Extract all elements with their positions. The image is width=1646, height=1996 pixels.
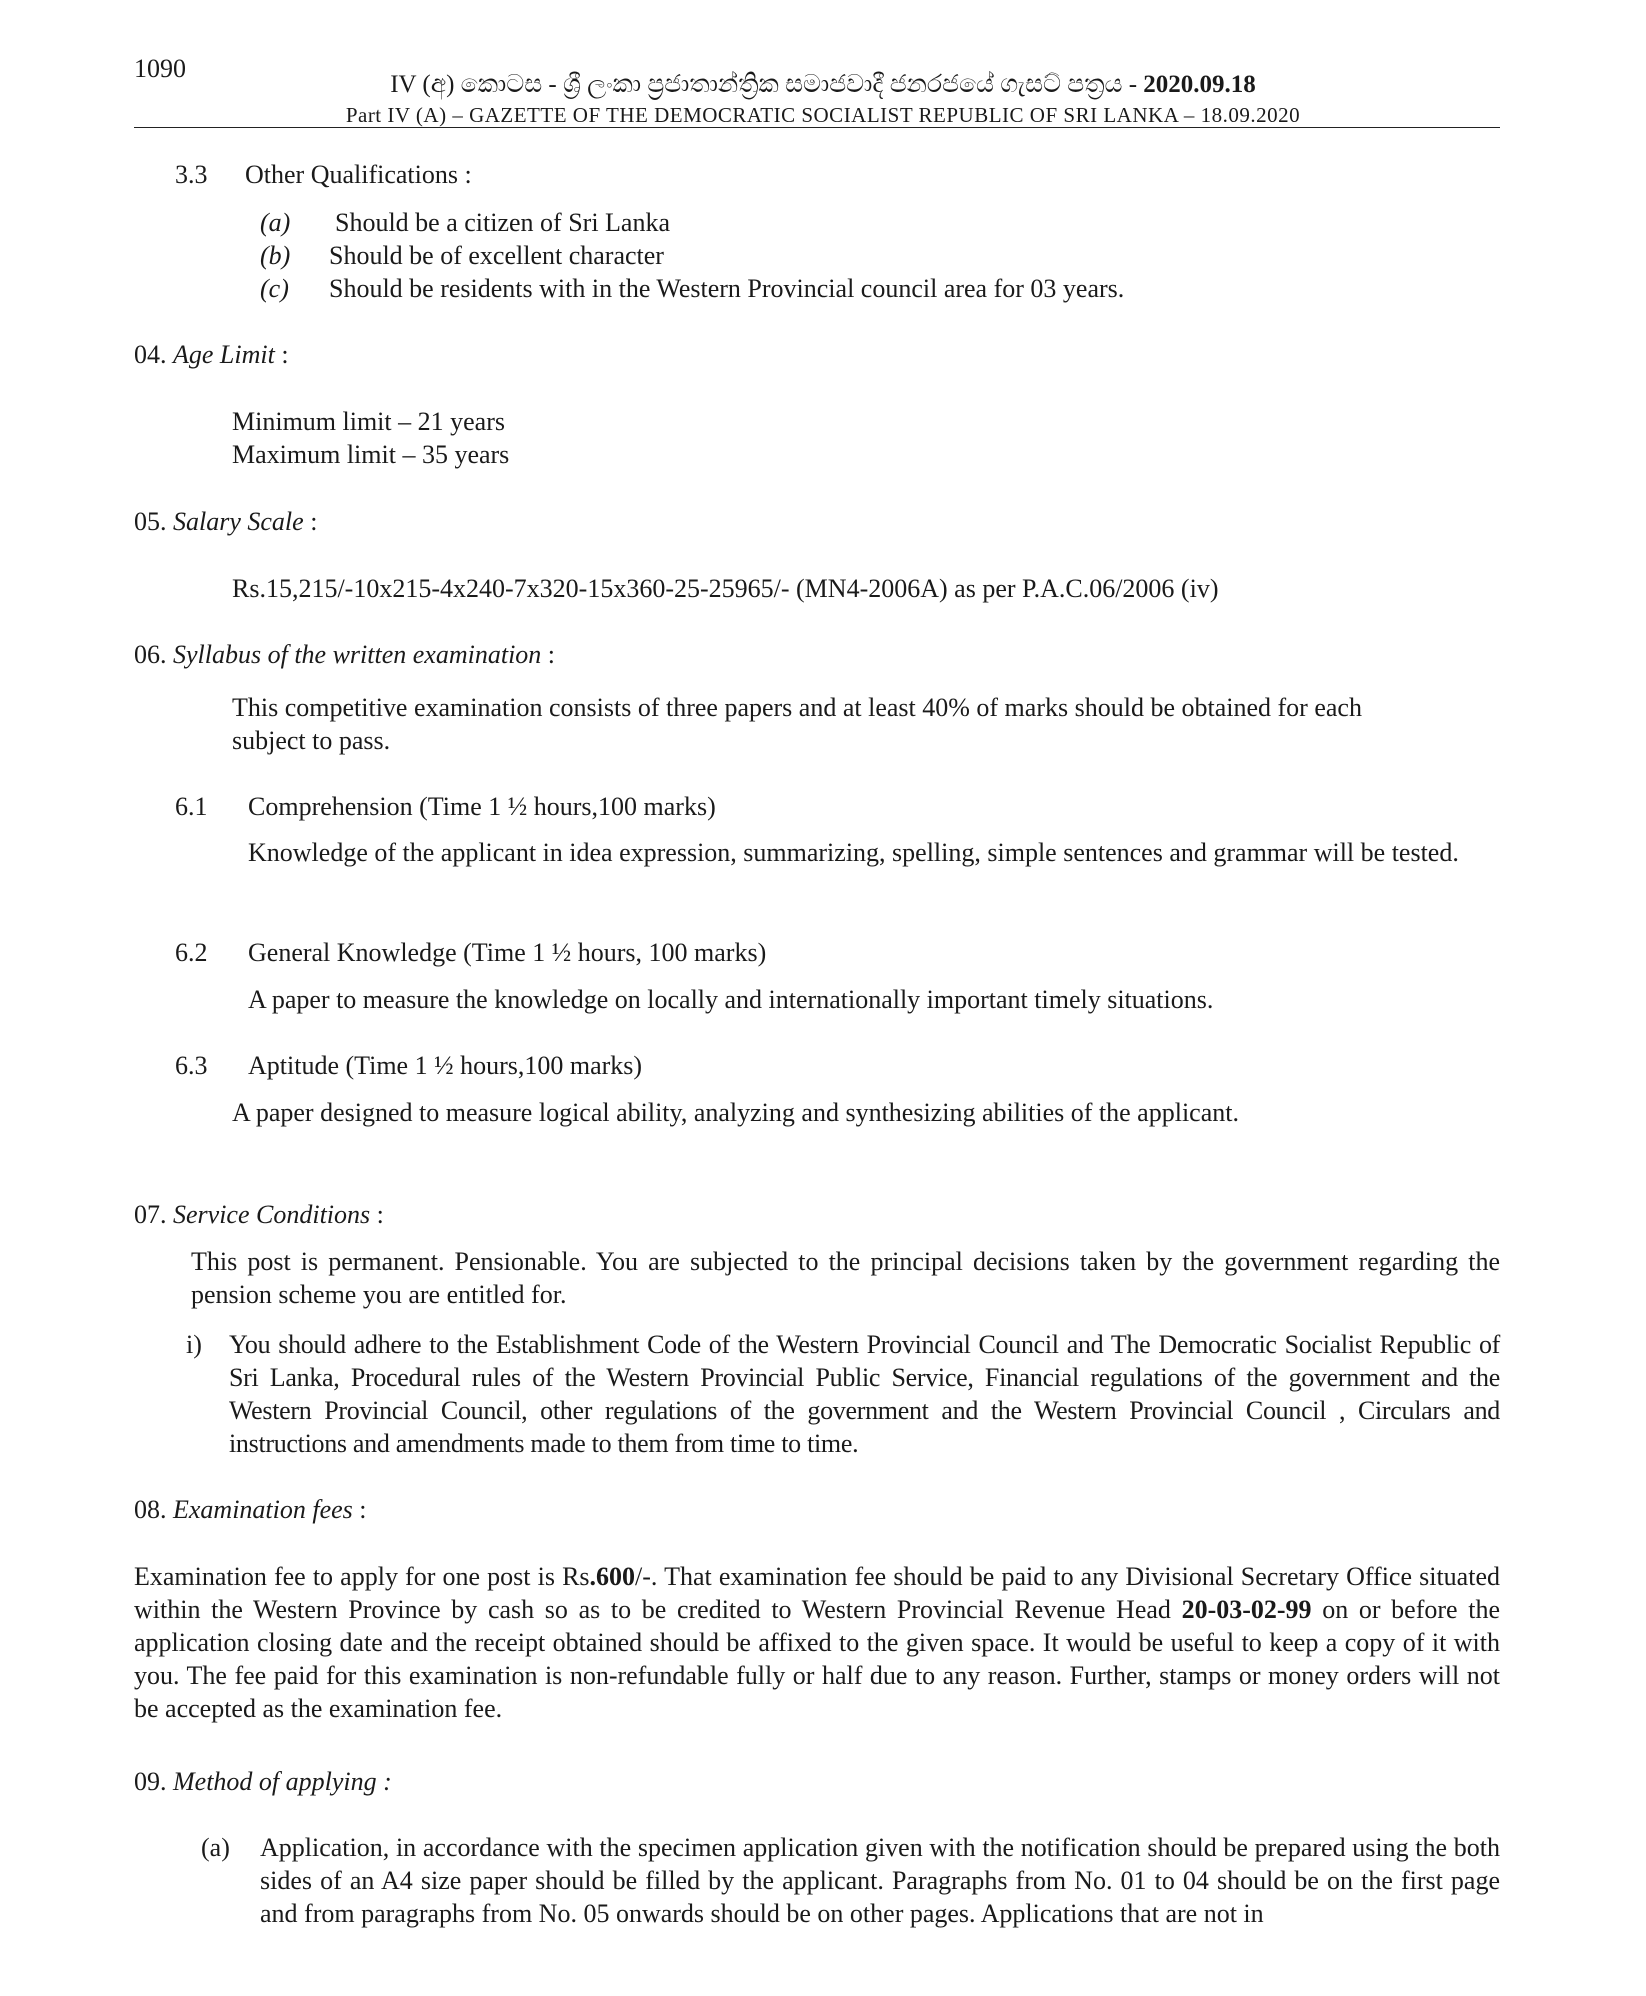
section-3-3-title: Other Qualifications : [245, 160, 472, 189]
sinhala-header-date: 2020.09.18 [1143, 71, 1256, 98]
qualification-text: Should be a citizen of Sri Lanka [335, 208, 671, 237]
english-header: Part IV (A) – GAZETTE OF THE DEMOCRATIC SOCIALIST REPUBLIC OF SRI LANKA – 18.09.2020 [345, 103, 1301, 127]
page-number: 1090 [134, 54, 186, 83]
age-maximum: Maximum limit – 35 years [232, 440, 510, 469]
section-06-number: 06. [134, 640, 167, 669]
section-04-title: Age Limit [173, 340, 275, 369]
subsection-text: A paper to measure the knowledge on locally and internationally important timely situations. [248, 985, 1214, 1014]
section-04-colon: : [274, 340, 289, 369]
subsection-number: 6.2 [175, 938, 208, 967]
subsection-title: Comprehension (Time 1 ½ hours,100 marks) [248, 792, 716, 821]
section-05-title: Salary Scale [173, 507, 304, 536]
fee-amount: .600 [589, 1562, 636, 1591]
section-09-number: 09. [134, 1767, 167, 1796]
qualification-label: (c) [260, 274, 289, 303]
subsection-text: A paper designed to measure logical ability, analyzing and synthesizing abilities of the applicant. [232, 1098, 1239, 1127]
fee-text-part: on or before the application closing date and the receipt obtained should be affixed to the given space. It would be useful to keep a copy of it with you. The fee paid for this examination is non-refundable fully or half due to any reason. Further, stamps or money orders will not be accepted as the examination fee. [134, 1595, 1500, 1723]
section-07-title: Service Conditions [173, 1200, 371, 1229]
service-conditions-text: This post is permanent. Pensionable. You are subjected to the principal decisions taken by the government regarding the pension scheme you are entitled for. [191, 1247, 1500, 1309]
header-rule [134, 127, 1500, 128]
subsection-text: Knowledge of the applicant in idea expression, summarizing, spelling, simple sentences and grammar will be tested. [248, 838, 1459, 867]
method-item-label: (a) [201, 1833, 230, 1862]
revenue-head-code: 20-03-02-99 [1181, 1595, 1312, 1624]
section-3-3-number: 3.3 [175, 160, 208, 189]
qualification-text: Should be of excellent character [329, 241, 664, 270]
method-item-text: Application, in accordance with the specimen application given with the notification should be prepared using the both sides of an A4 size paper should be filled by the applicant. Paragraphs from No. 01 to 04 should be on the first page and from paragraphs from No. 05 onwards should be on other pages. Applications that are not in [260, 1833, 1500, 1928]
section-05-heading [134, 505, 317, 538]
section-09-title: Method of applying : [173, 1767, 392, 1796]
sinhala-header-title: IV (අ) කොටස - ශ්‍රී ලංකා ප්‍රජාතාන්ත්‍රික සමාජවාදී ජනරජයේ ගැසට් පත්‍රය - [390, 71, 1144, 98]
section-08-number: 08. [134, 1495, 167, 1524]
service-item-label: i) [186, 1330, 202, 1359]
syllabus-intro: This competitive examination consists of three papers and at least 40% of marks should be obtained for each subject to pass. [232, 693, 1362, 755]
qualification-label: (a) [260, 208, 291, 237]
service-item-text: You should adhere to the Establishment Code of the Western Provincial Council and The Democratic Socialist Republic of Sri Lanka, Procedural rules of the Western Provincial Public Service, Financial regulations of the government and the Western Provincial Council, other regulations of the government and the Western Provincial Council , Circulars and instructions and amendments made to them from time to time. [229, 1330, 1500, 1458]
sinhala-header [0, 68, 1646, 101]
section-04-heading [134, 338, 289, 371]
salary-scale-text: Rs.15,215/-10x215-4x240-7x320-15x360-25-25965/- (MN4-2006A) as per P.A.C.06/2006 (iv) [232, 574, 1219, 603]
section-06-heading [134, 638, 555, 671]
section-08-title: Examination fees [173, 1495, 353, 1524]
examination-fee-text [134, 1560, 1500, 1725]
section-07-colon: : [370, 1200, 384, 1229]
subsection-number: 6.1 [175, 792, 208, 821]
age-minimum: Minimum limit – 21 years [232, 407, 505, 436]
section-09-heading [134, 1765, 392, 1798]
section-07-number: 07. [134, 1200, 167, 1229]
section-05-number: 05. [134, 507, 167, 536]
section-06-title: Syllabus of the written examination [173, 640, 542, 669]
section-05-colon: : [303, 507, 318, 536]
fee-text-part: /-. That examination fee should be paid to any Divisional Secretary Office situated within the Western Province by cash so as to be credited to Western Provincial Revenue Head [134, 1562, 1500, 1624]
section-08-colon: : [352, 1495, 367, 1524]
qualification-label: (b) [260, 241, 291, 270]
subsection-number: 6.3 [175, 1051, 208, 1080]
section-06-colon: : [541, 640, 556, 669]
subsection-title: Aptitude (Time 1 ½ hours,100 marks) [248, 1051, 643, 1080]
fee-text-part: Examination fee to apply for one post is Rs [134, 1562, 590, 1591]
section-04-number: 04. [134, 340, 167, 369]
subsection-title: General Knowledge (Time 1 ½ hours, 100 marks) [248, 938, 767, 967]
section-07-heading [134, 1198, 384, 1231]
section-08-heading [134, 1493, 367, 1526]
qualification-text: Should be residents with in the Western Provincial council area for 03 years. [329, 274, 1125, 303]
